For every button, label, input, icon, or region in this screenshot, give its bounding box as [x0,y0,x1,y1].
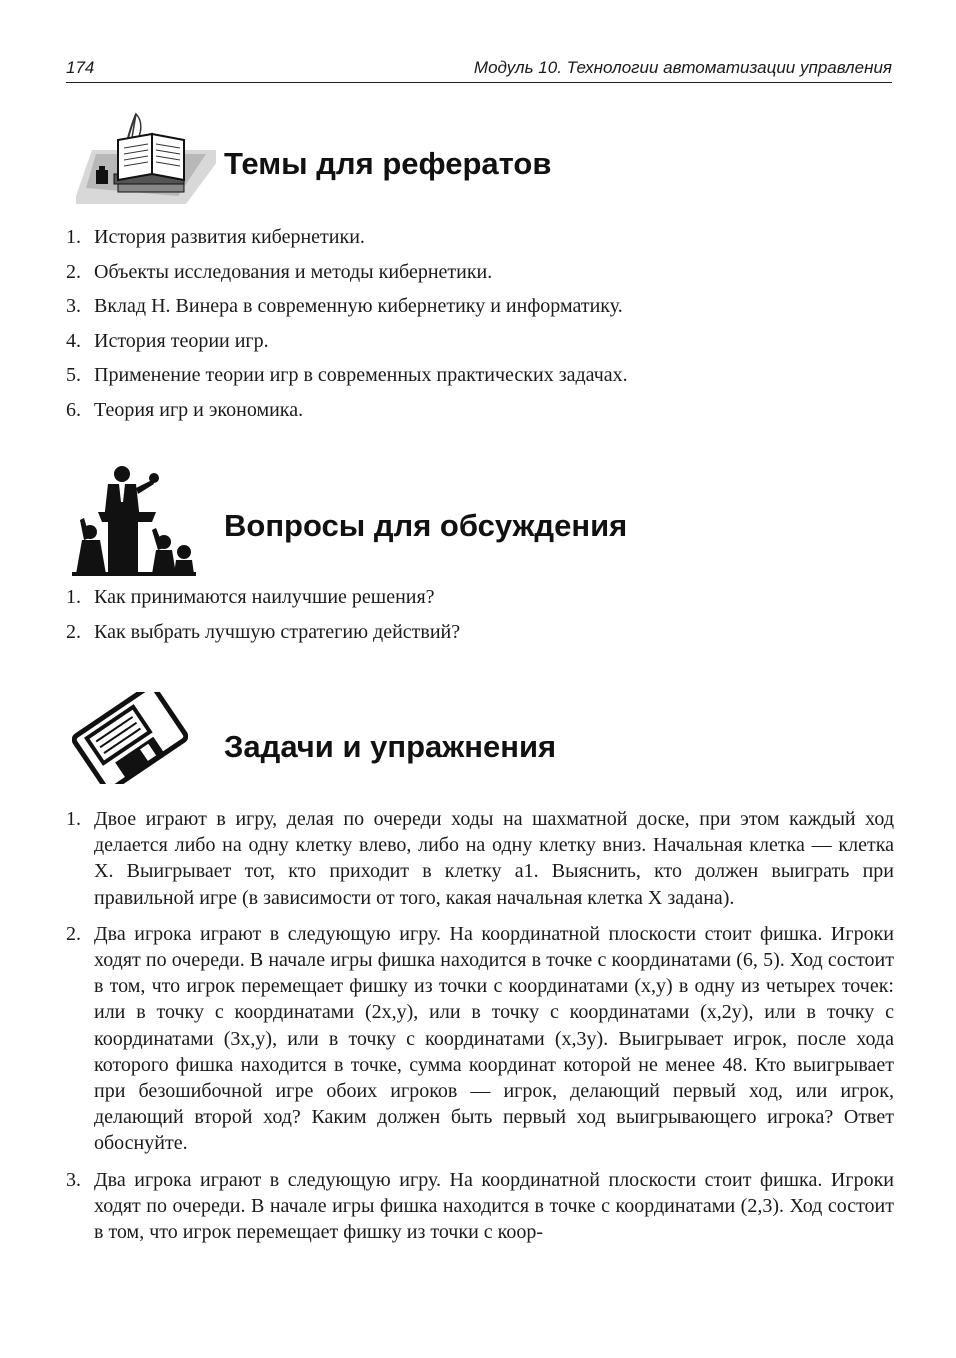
list-item: 1. История развития кибернетики. [66,226,365,248]
discussion-questions-list [66,586,896,655]
list-item: 6. Теория игр и экономика. [66,398,304,421]
section-title-discussion: Вопросы для обсуждения [224,508,628,543]
list-item: 2. Объекты исследования и методы кибернетики. [66,260,493,283]
page-header [66,54,892,84]
floppy-disk-icon [72,692,188,784]
section-title-tasks: Задачи и упражнения [224,729,557,764]
speaker-audience-icon [72,462,196,576]
list-item: 5. Применение теории игр в современных практических задачах. [66,364,628,386]
essay-topics-list [66,226,896,433]
list-item: 3. Два игрока играют в следующую игру. На координатной плоскости стоит фишка. Игроки ходят по очереди. В начале игры фишка находится в точке с координатами (2,3). Ход состоит в том, что игрок перемещает фишку из точки с коор- [66,1168,894,1244]
tasks-list [66,806,894,1255]
list-item: 2. Как выбрать лучшую стратегию действий? [66,620,461,643]
header-rule [66,82,892,83]
page-number: 174 [66,58,95,77]
book-quill-icon [66,104,216,208]
list-item: 2. Два игрока играют в следующую игру. На координатной плоскости стоит фишка. Игроки ходят по очереди. В начале игры фишка находится в точке с координатами (6, 5). Ход состоит в том, что игрок перемещает фишку из точки с координатами (x,y) в одну из четырех точек: или в точку с координатами (2x,y), или в точку с координатами (x,2y), или в точку с координатами (3x,y), или в точку с координатами (x,3y). Выигрывает игрок, после хода которого фишка находится в точке, сумма координат которой не менее 48. Кто выигрывает при безошибочной игре обоих игроков — игрок, делающий первый ход, или игрок, делающий второй ход? Каким должен быть первый ход выигрывающего игрока? Ответ обоснуйте. [66,922,894,1155]
list-item: 3. Вклад Н. Винера в современную кибернетику и информатику. [66,295,623,317]
section-title-essays: Темы для рефератов [224,146,552,181]
list-item: 1. Как принимаются наилучшие решения? [66,586,435,608]
running-title: Модуль 10. Технологии автоматизации управления [473,58,892,77]
list-item: 4. История теории игр. [66,329,269,352]
list-item: 1. Двое играют в игру, делая по очереди ходы на шахматной доске, при этом каждый ход делается либо на одну клетку влево, либо на одну клетку вниз. Начальная клетка — клетка X. Выигрывает тот, кто приходит в клетку a1. Выяснить, кто должен выиграть при правильной игре (в зависимости от того, какая начальная клетка X задана). [66,808,894,909]
